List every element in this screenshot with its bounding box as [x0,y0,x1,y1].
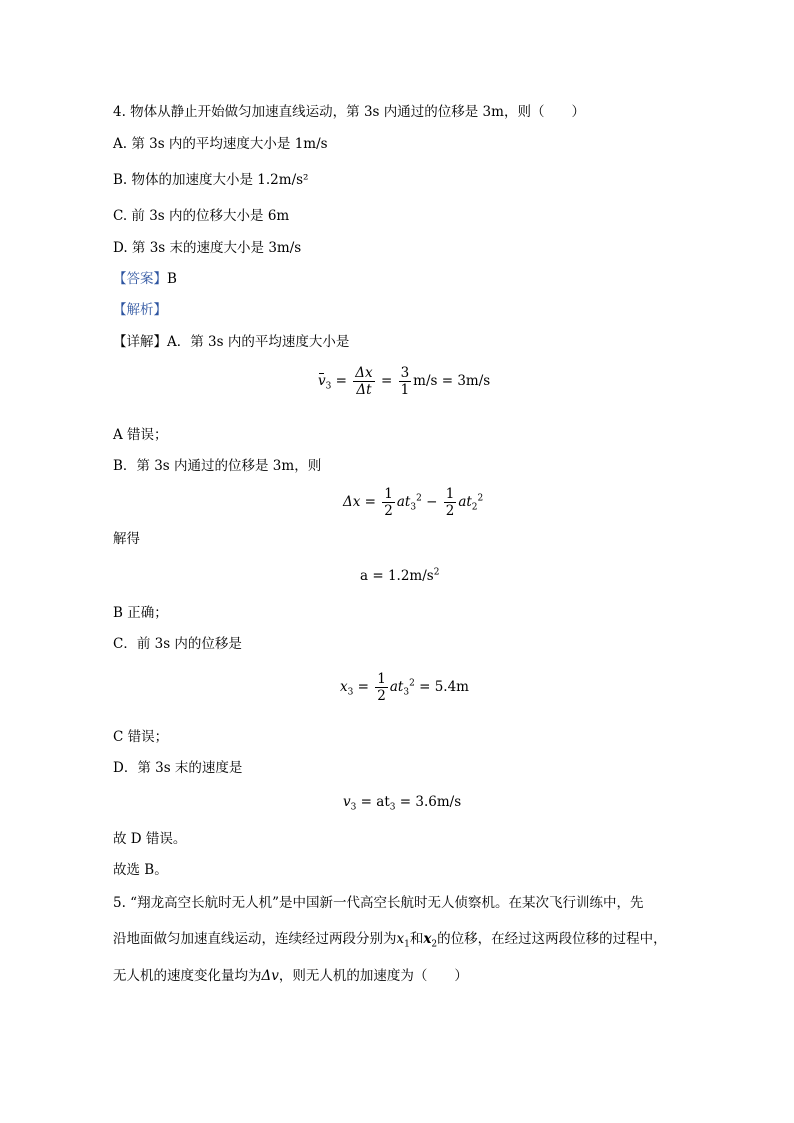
solve-label: 解得 [113,531,140,547]
option-c: C. 前 3s 内的位移大小是 6m [113,208,290,224]
question-5-line1: 5. “翔龙高空长航时无人机”是中国新一代高空长航时无人侦察机。在某次飞行训练中，先 [113,895,644,911]
answer-tag: 【答案】 [113,271,167,287]
formula-acceleration: $a = 1.2m/s^2$ [360,567,440,584]
detail-line-a [113,332,349,352]
formula-displacement-diff: Δx = $\frac{1}{2}$ $at_3^2$ − $\frac{1}{2}$ $at_2^2$ [343,486,484,519]
a-verdict: A 错误； [113,427,168,443]
d-intro: D．第 3s 末的速度是 [113,760,243,776]
conclusion: 故选 B。 [113,862,168,878]
detail-tag: 【详解】 [113,334,167,350]
answer-value: B [167,271,177,287]
fraction-dx-dt: $\frac{\Delta x}{\Delta t}$ [355,365,373,398]
option-d: D. 第 3s 末的速度大小是 3m/s [113,240,302,256]
formula-average-velocity: $v_3$ = $\frac{\Delta x}{\Delta t}$ = $\frac{3}{1}$ m/s = 3m/s [318,365,491,398]
answer-line [113,269,177,289]
option-b: B. 物体的加速度大小是 1.2m/s² [113,172,309,188]
fraction-3-1: $\frac{3}{1}$ [400,365,410,398]
c-verdict: C 错误； [113,729,169,745]
question-5-line3: 无人机的速度变化量均为Δv，则无人机的加速度为（ ） [113,968,468,984]
b-intro: B．第 3s 内通过的位移是 3m，则 [113,458,322,474]
formula-v3: $v_3 = at_3 = 3.6m/s$ [343,794,462,813]
d-verdict: 故 D 错误。 [113,831,187,847]
option-a: A. 第 3s 内的平均速度大小是 1m/s [113,136,328,152]
b-verdict: B 正确； [113,605,168,621]
detail-a-text: A．第 3s 内的平均速度大小是 [167,334,350,350]
question-5-line2: 沿地面做匀加速直线运动，连续经过两段分别为$x_1$和$x_2$的位移，在经过这两段位移的过程中， [113,931,667,950]
c-intro: C．前 3s 内的位移是 [113,636,242,652]
question-4-stem: 4. 物体从静止开始做匀加速直线运动，第 3s 内通过的位移是 3m，则（ ） [113,104,585,120]
analysis-tag: 【解析】 [113,302,167,318]
formula-x3: $x_3$ = $\frac{1}{2}$ $at_3^2 = 5.4m$ [340,671,469,704]
